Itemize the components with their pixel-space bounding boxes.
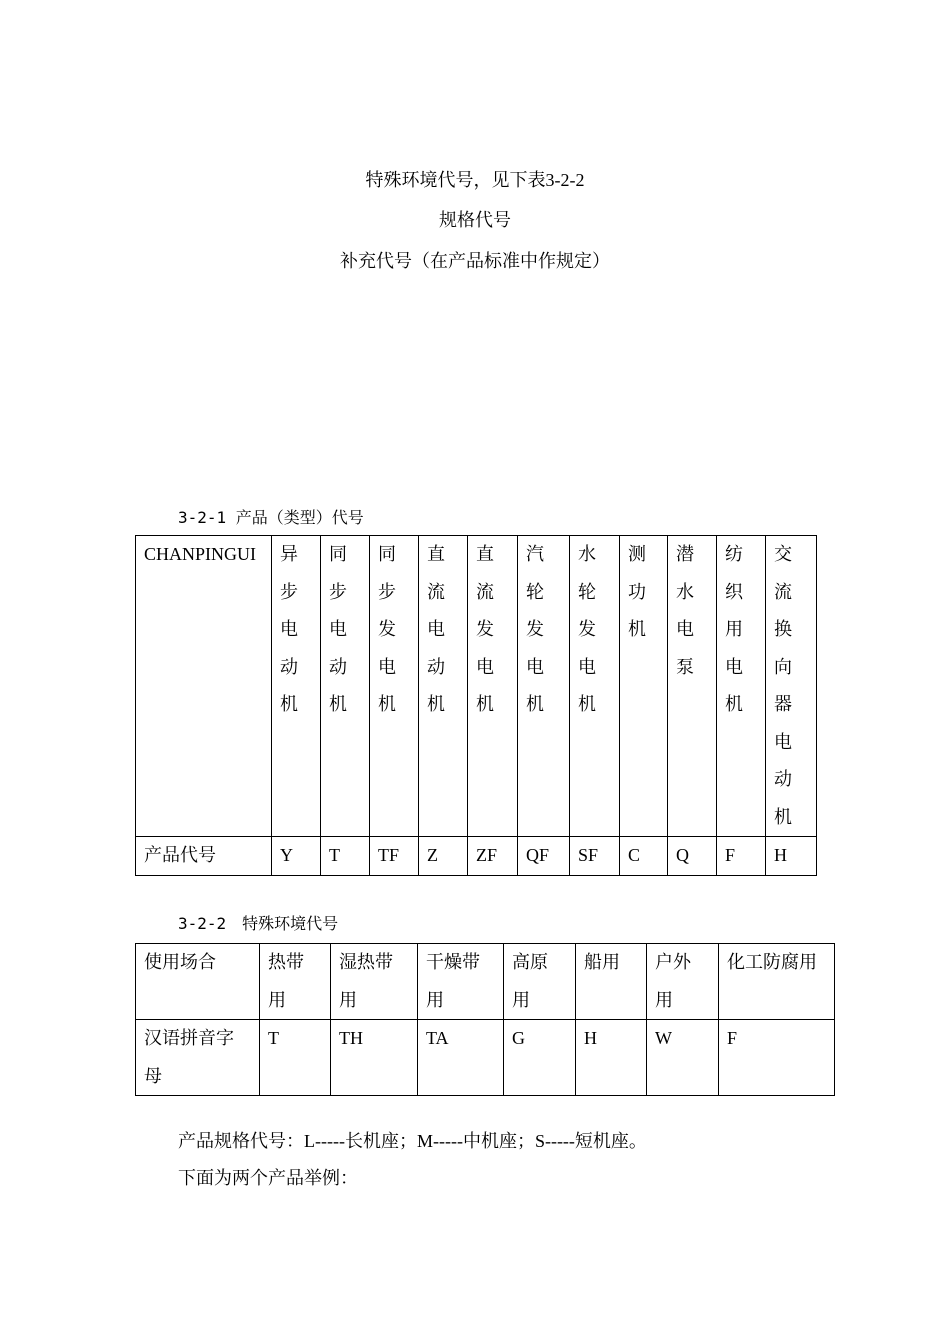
table1-caption: 3-2-1 产品（类型）代号 xyxy=(178,508,364,527)
special-environment-code-table xyxy=(135,943,835,1096)
row-header-place: 使用场合 xyxy=(136,944,260,1020)
code-cell: H xyxy=(766,837,817,876)
code-cell: F xyxy=(717,837,766,876)
place-cell: 热带用 xyxy=(260,944,331,1020)
examples-intro-paragraph: 下面为两个产品举例： xyxy=(178,1168,358,1188)
row-header-code: 产品代号 xyxy=(136,837,272,876)
place-cell: 化工防腐用 xyxy=(719,944,835,1020)
type-cell: 汽轮发电机 xyxy=(518,536,570,837)
type-cell: 交流换向器电动机 xyxy=(766,536,817,837)
letter-cell: TA xyxy=(418,1020,504,1096)
type-cell: 纺织用电机 xyxy=(717,536,766,837)
row-header-letters: 汉语拼音字母 xyxy=(136,1020,260,1096)
code-cell: TF xyxy=(370,837,419,876)
header-line-3: 补充代号（在产品标准中作规定） xyxy=(340,251,610,271)
type-cell: 同步电动机 xyxy=(321,536,370,837)
type-cell: 潜水电泵 xyxy=(668,536,717,837)
type-row xyxy=(136,536,817,837)
place-row xyxy=(136,944,835,1020)
code-cell: Q xyxy=(668,837,717,876)
letter-row xyxy=(136,1020,835,1096)
place-cell: 湿热带用 xyxy=(331,944,418,1020)
row-header-type: CHANPINGUI xyxy=(136,536,272,837)
letter-cell: W xyxy=(647,1020,719,1096)
place-cell: 户外用 xyxy=(647,944,719,1020)
code-cell: Y xyxy=(272,837,321,876)
type-cell: 水轮发电机 xyxy=(570,536,620,837)
code-cell: C xyxy=(620,837,668,876)
place-cell: 干燥带用 xyxy=(418,944,504,1020)
place-cell: 船用 xyxy=(576,944,647,1020)
header-line-1: 特殊环境代号，见下表3-2-2 xyxy=(365,170,585,190)
letter-cell: F xyxy=(719,1020,835,1096)
code-cell: QF xyxy=(518,837,570,876)
code-cell: Z xyxy=(419,837,468,876)
letter-cell: TH xyxy=(331,1020,418,1096)
product-type-code-table xyxy=(135,535,817,876)
code-cell: SF xyxy=(570,837,620,876)
type-cell: 直流发电机 xyxy=(468,536,518,837)
letter-cell: T xyxy=(260,1020,331,1096)
type-cell: 测功机 xyxy=(620,536,668,837)
header-line-2: 规格代号 xyxy=(439,210,511,230)
table2-caption: 3-2-2 特殊环境代号 xyxy=(178,914,339,933)
type-cell: 同步发电机 xyxy=(370,536,419,837)
type-cell: 异步电动机 xyxy=(272,536,321,837)
spec-code-paragraph: 产品规格代号：L-----长机座；M-----中机座；S-----短机座。 xyxy=(178,1131,647,1151)
code-cell: T xyxy=(321,837,370,876)
type-cell: 直流电动机 xyxy=(419,536,468,837)
code-cell: ZF xyxy=(468,837,518,876)
letter-cell: G xyxy=(504,1020,576,1096)
place-cell: 高原用 xyxy=(504,944,576,1020)
letter-cell: H xyxy=(576,1020,647,1096)
code-row xyxy=(136,837,817,876)
